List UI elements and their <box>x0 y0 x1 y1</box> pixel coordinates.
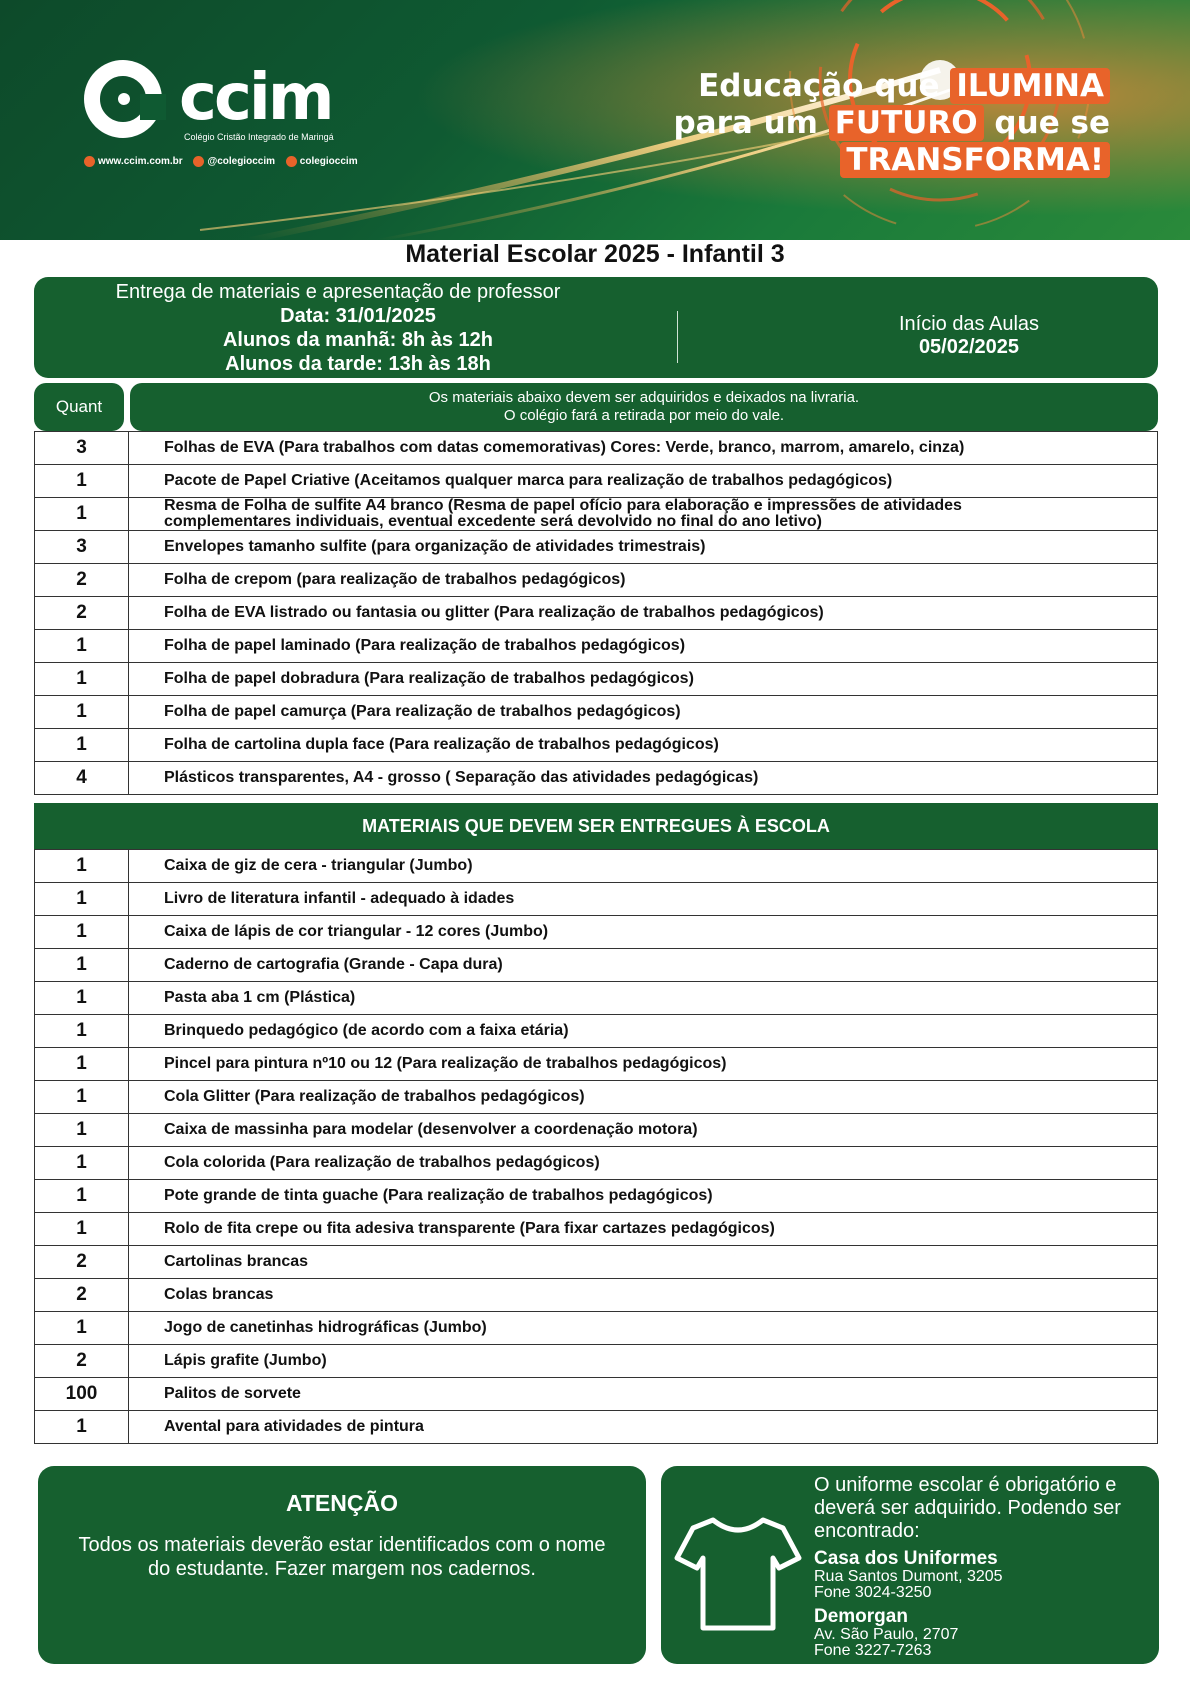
divider <box>677 311 678 363</box>
table-row <box>35 1180 1158 1213</box>
page-title: Material Escolar 2025 - Infantil 3 <box>405 240 785 268</box>
item-description: Cola Glitter (Para realização de trabalhos pedagógicos) <box>129 1081 1158 1114</box>
table-row <box>35 1081 1158 1114</box>
table-row <box>35 1048 1158 1081</box>
table-row <box>35 465 1158 498</box>
item-quantity: 2 <box>35 1246 129 1279</box>
item-quantity: 3 <box>35 531 129 564</box>
table-row <box>35 850 1158 883</box>
item-description: Folha de papel camurça (Para realização de trabalhos pedagógicos) <box>129 696 1158 729</box>
item-quantity: 1 <box>35 696 129 729</box>
table-row <box>35 1378 1158 1411</box>
item-description: Caderno de cartografia (Grande - Capa dura) <box>129 949 1158 982</box>
table-row <box>35 531 1158 564</box>
item-quantity: 2 <box>35 1345 129 1378</box>
school-materials-section-header: MATERIAIS QUE DEVEM SER ENTREGUES À ESCOLA <box>34 803 1158 849</box>
notice-line: O colégio fará a retirada por meio do vale. <box>503 407 785 424</box>
item-description: Resma de Folha de sulfite A4 branco (Resma de papel ofício para elaboração e impressões de atividades complementares individuais, eventual excedente será devolvido no final do ano letivo) <box>129 498 1158 531</box>
table-row <box>35 630 1158 663</box>
item-quantity: 2 <box>35 597 129 630</box>
table-row <box>35 1213 1158 1246</box>
instagram-link[interactable]: @colegioccim <box>207 156 275 167</box>
slogan-highlight: FUTURO <box>829 105 984 141</box>
item-description: Caixa de massinha para modelar (desenvolver a coordenação motora) <box>129 1114 1158 1147</box>
attention-text: Todos os materiais deverão estar identificados com o nome do estudante. Fazer margem nos cadernos. <box>78 1534 606 1580</box>
item-quantity: 1 <box>35 465 129 498</box>
item-quantity: 4 <box>35 762 129 795</box>
item-quantity: 2 <box>35 1279 129 1312</box>
attention-box <box>38 1466 646 1664</box>
logo-wordmark: ccim <box>179 61 332 135</box>
item-quantity: 1 <box>35 850 129 883</box>
item-quantity: 1 <box>35 1147 129 1180</box>
item-quantity: 2 <box>35 564 129 597</box>
delivery-heading: Entrega de materiais e apresentação de professor <box>115 281 561 303</box>
table-row <box>35 432 1158 465</box>
table-row <box>35 1312 1158 1345</box>
item-quantity: 1 <box>35 1411 129 1444</box>
item-quantity: 3 <box>35 432 129 465</box>
table-row <box>35 564 1158 597</box>
table-row <box>35 729 1158 762</box>
store-phone: Fone 3024-3250 <box>814 1584 932 1601</box>
table-row <box>35 982 1158 1015</box>
classes-start-date: 05/02/2025 <box>918 336 1020 358</box>
item-description: Folha de papel laminado (Para realização de trabalhos pedagógicos) <box>129 630 1158 663</box>
tshirt-icon <box>673 1506 803 1636</box>
website-link[interactable]: www.ccim.com.br <box>98 156 183 167</box>
item-description: Jogo de canetinhas hidrográficas (Jumbo) <box>129 1312 1158 1345</box>
item-description: Avental para atividades de pintura <box>129 1411 1158 1444</box>
quant-header: Quant <box>34 383 124 431</box>
table-row <box>35 1246 1158 1279</box>
store-name: Demorgan <box>814 1606 908 1627</box>
table-row <box>35 663 1158 696</box>
item-quantity: 1 <box>35 1015 129 1048</box>
item-description: Envelopes tamanho sulfite (para organização de atividades trimestrais) <box>129 531 1158 564</box>
uniform-text: O uniforme escolar é obrigatório e deverá ser adquirido. Podendo ser encontrado: <box>814 1474 1121 1542</box>
table-row <box>35 883 1158 916</box>
item-quantity: 1 <box>35 916 129 949</box>
item-description: Rolo de fita crepe ou fita adesiva transparente (Para fixar cartazes pedagógicos) <box>129 1213 1158 1246</box>
item-description: Pincel para pintura nº10 ou 12 (Para realização de trabalhos pedagógicos) <box>129 1048 1158 1081</box>
item-quantity: 1 <box>35 949 129 982</box>
morning-hours: Alunos da manhã: 8h às 12h <box>222 329 494 351</box>
item-quantity: 1 <box>35 1048 129 1081</box>
store-address: Av. São Paulo, 2707 <box>814 1626 959 1643</box>
table-row <box>35 916 1158 949</box>
table-row <box>35 1015 1158 1048</box>
item-description: Colas brancas <box>129 1279 1158 1312</box>
item-description: Folha de EVA listrado ou fantasia ou glitter (Para realização de trabalhos pedagógicos) <box>129 597 1158 630</box>
item-quantity: 1 <box>35 663 129 696</box>
item-description: Folha de papel dobradura (Para realização de trabalhos pedagógicos) <box>129 663 1158 696</box>
item-description: Brinquedo pedagógico (de acordo com a faixa etária) <box>129 1015 1158 1048</box>
facebook-icon <box>286 156 297 167</box>
logo-subtitle: Colégio Cristão Integrado de Maringá <box>184 132 334 142</box>
table-row <box>35 1411 1158 1444</box>
slogan-text: que se <box>983 105 1110 141</box>
item-quantity: 1 <box>35 1213 129 1246</box>
store-phone: Fone 3227-7263 <box>814 1642 932 1659</box>
social-links <box>84 156 366 167</box>
item-description: Pote grande de tinta guache (Para realização de trabalhos pedagógicos) <box>129 1180 1158 1213</box>
slogan <box>673 68 1110 179</box>
store-address: Rua Santos Dumont, 3205 <box>814 1568 1003 1585</box>
item-quantity: 1 <box>35 1180 129 1213</box>
table-row <box>35 1345 1158 1378</box>
instagram-icon <box>193 156 204 167</box>
slogan-text: Educação que <box>698 68 951 104</box>
table-row <box>35 1147 1158 1180</box>
slogan-text: para um <box>673 105 829 141</box>
table-row <box>35 762 1158 795</box>
slogan-highlight: TRANSFORMA! <box>840 142 1110 178</box>
item-description: Folhas de EVA (Para trabalhos com datas comemorativas) Cores: Verde, branco, marrom, amarelo, cinza) <box>129 432 1158 465</box>
globe-icon <box>84 156 95 167</box>
table-row <box>35 1114 1158 1147</box>
item-quantity: 1 <box>35 982 129 1015</box>
classes-start-label: Início das Aulas <box>898 313 1040 335</box>
item-quantity: 1 <box>35 630 129 663</box>
header-banner <box>0 0 1190 240</box>
item-description: Pacote de Papel Criative (Aceitamos qualquer marca para realização de trabalhos pedagógicos) <box>129 465 1158 498</box>
table-row <box>35 696 1158 729</box>
item-description: Cola colorida (Para realização de trabalhos pedagógicos) <box>129 1147 1158 1180</box>
item-description: Plásticos transparentes, A4 - grosso ( Separação das atividades pedagógicas) <box>129 762 1158 795</box>
delivery-date: Data: 31/01/2025 <box>280 305 436 327</box>
item-description: Folha de cartolina dupla face (Para realização de trabalhos pedagógicos) <box>129 729 1158 762</box>
table-row <box>35 597 1158 630</box>
item-quantity: 1 <box>35 1312 129 1345</box>
logo-mark-icon <box>84 60 162 138</box>
item-description: Livro de literatura infantil - adequado à idades <box>129 883 1158 916</box>
item-description: Caixa de lápis de cor triangular - 12 cores (Jumbo) <box>129 916 1158 949</box>
item-description: Palitos de sorvete <box>129 1378 1158 1411</box>
table-row <box>35 949 1158 982</box>
item-quantity: 1 <box>35 883 129 916</box>
attention-heading: ATENÇÃO <box>285 1490 398 1516</box>
school-materials-table <box>34 849 1158 1444</box>
slogan-highlight: ILUMINA <box>950 68 1110 104</box>
afternoon-hours: Alunos da tarde: 13h às 18h <box>225 353 491 375</box>
item-description: Pasta aba 1 cm (Plástica) <box>129 982 1158 1015</box>
item-quantity: 1 <box>35 1114 129 1147</box>
item-quantity: 1 <box>35 1081 129 1114</box>
item-quantity: 1 <box>35 498 129 531</box>
item-description: Caixa de giz de cera - triangular (Jumbo) <box>129 850 1158 883</box>
item-quantity: 1 <box>35 729 129 762</box>
delivery-info-banner <box>34 277 1158 378</box>
item-description: Cartolinas brancas <box>129 1246 1158 1279</box>
uniform-info-box <box>661 1466 1159 1664</box>
facebook-link[interactable]: colegioccim <box>299 156 358 167</box>
bookstore-materials-table <box>34 431 1158 795</box>
table-row <box>35 1279 1158 1312</box>
bookstore-notice <box>130 383 1158 431</box>
item-quantity: 100 <box>35 1378 129 1411</box>
item-description: Folha de crepom (para realização de trabalhos pedagógicos) <box>129 564 1158 597</box>
store-name: Casa dos Uniformes <box>814 1548 998 1569</box>
notice-line: Os materiais abaixo devem ser adquiridos e deixados na livraria. <box>428 389 860 406</box>
item-description: Lápis grafite (Jumbo) <box>129 1345 1158 1378</box>
table-row <box>35 498 1158 531</box>
